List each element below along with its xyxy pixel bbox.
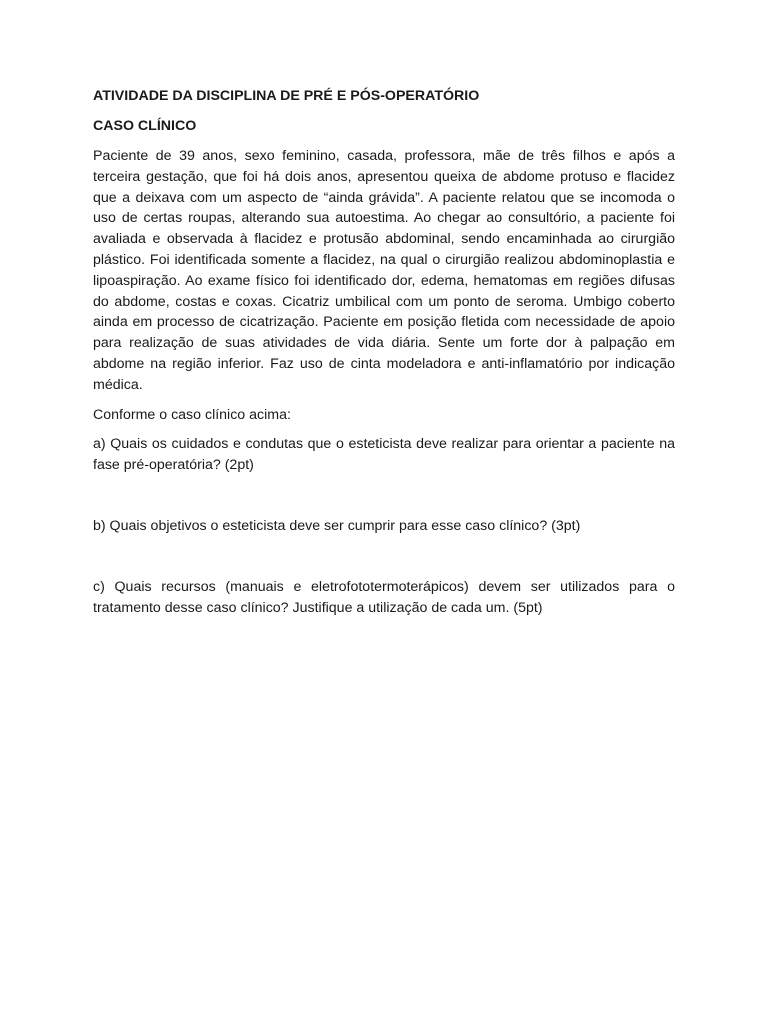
question-a: a) Quais os cuidados e condutas que o esteticista deve realizar para orientar a paciente na fase pré-operatória? (2pt)	[93, 436, 675, 474]
question-b: b) Quais objetivos o esteticista deve ser cumprir para esse caso clínico? (3pt)	[93, 517, 581, 534]
case-description: Paciente de 39 anos, sexo feminino, casada, professora, mãe de três filhos e após a terceira gestação, que foi há dois anos, apresentou queixa de abdome protuso e flacidez que a deixava com um aspecto de “ainda grávida”. A paciente relatou que se incomoda o uso de certas roupas, alterando sua autoestima. Ao chegar ao consultório, a paciente foi avaliada e observada à flacidez e protusão abdominal, sendo encaminhada ao cirurgião plástico. Foi identificada somente a flacidez, na qual o cirurgião realizou abdominoplastia e lipoaspiração. Ao exame físico foi identificado dor, edema, hematomas em regiões difusas do abdome, costas e coxas. Cicatriz umbilical com um ponto de seroma. Umbigo coberto ainda em processo de cicatrização. Paciente em posição fletida com necessidade de apoio para realização de suas atividades de vida diária. Sente um forte dor à palpação em abdome na região inferior. Faz uso de cinta modeladora e anti-inflamatório por indicação médica.	[93, 148, 675, 393]
document-body	[93, 86, 675, 627]
questions-intro: Conforme o caso clínico acima:	[93, 406, 291, 423]
question-c: c) Quais recursos (manuais e eletrofototermoterápicos) devem ser utilizados para o tratamento desse caso clínico? Justifique a utilização de cada um. (5pt)	[93, 578, 675, 616]
case-heading: CASO CLÍNICO	[93, 118, 197, 134]
document-title: ATIVIDADE DA DISCIPLINA DE PRÉ E PÓS-OPERATÓRIO	[93, 88, 480, 104]
